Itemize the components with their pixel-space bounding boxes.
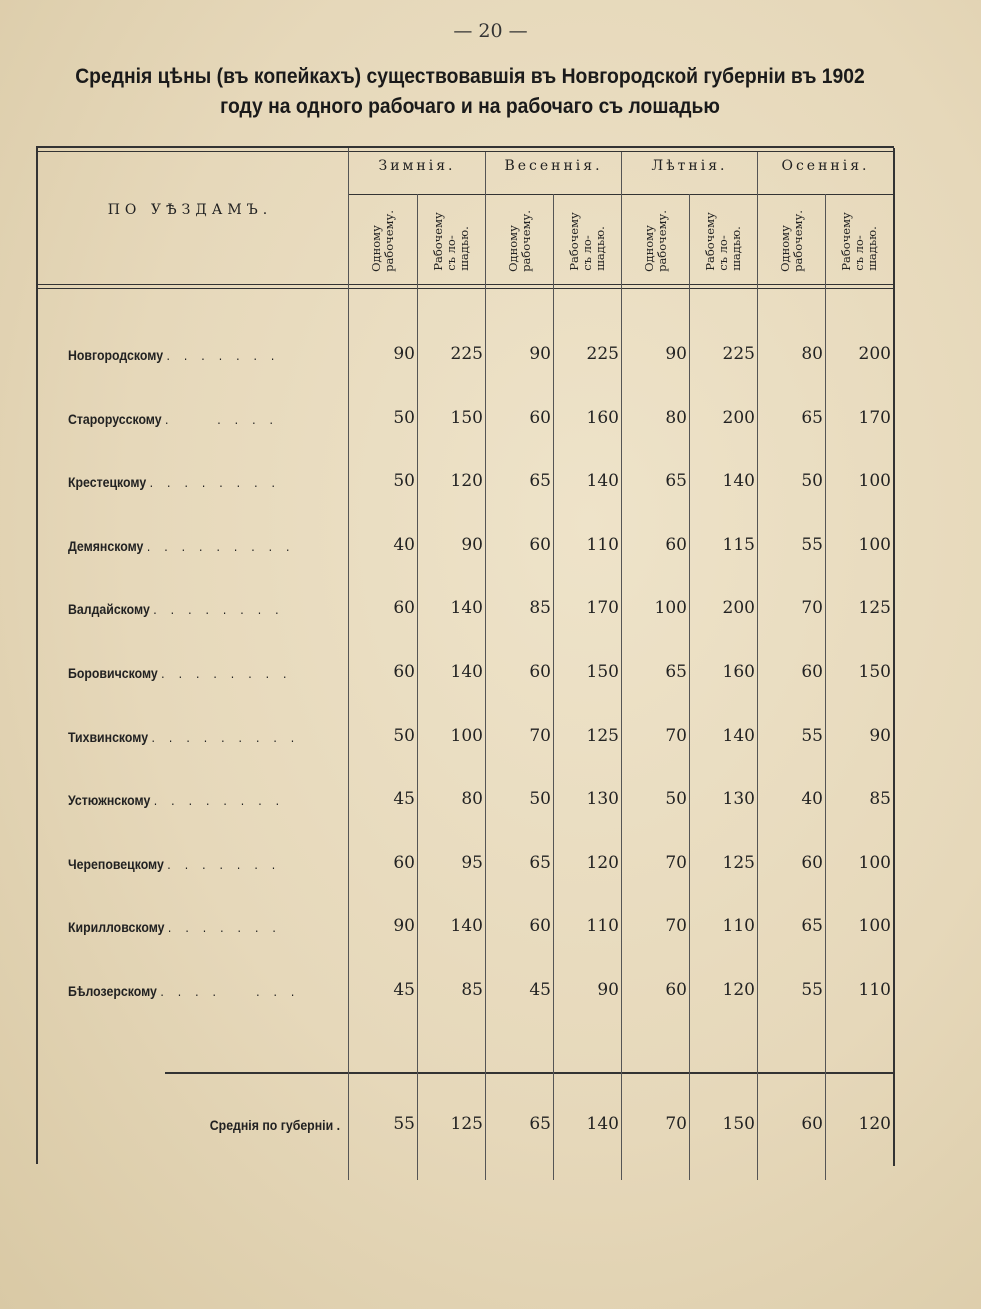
price-cell: 65 — [665, 662, 687, 682]
total-cell: 55 — [393, 1114, 415, 1134]
district-label — [68, 601, 307, 625]
price-cell: 80 — [665, 408, 687, 428]
district-name: Череповецкому — [68, 856, 164, 872]
price-cell: 100 — [858, 853, 891, 873]
price-cell: 130 — [586, 789, 619, 809]
price-cell: 60 — [529, 408, 551, 428]
price-cell: 200 — [722, 598, 755, 618]
price-cell: 45 — [393, 789, 415, 809]
price-cell: 60 — [801, 853, 823, 873]
price-cell: 40 — [393, 535, 415, 555]
leader-dots: . . . . . . . . — [153, 792, 285, 808]
price-cell: 60 — [801, 662, 823, 682]
subheader-worker-horse-label: Рабочему съ ло- шадью. — [839, 211, 879, 271]
district-column-header: ПО УѢЗДАМЪ. — [107, 202, 273, 218]
district-name: Старорусскому — [68, 411, 162, 427]
total-cell: 60 — [801, 1114, 823, 1134]
subheader-one-worker-label: Одному рабочему. — [369, 210, 396, 272]
header-bottom-rule-thin — [38, 288, 894, 289]
price-cell: 120 — [722, 980, 755, 1000]
total-rule — [165, 1072, 894, 1074]
price-cell: 60 — [393, 853, 415, 873]
price-cell: 55 — [801, 535, 823, 555]
price-cell: 120 — [450, 471, 483, 491]
price-cell: 50 — [801, 471, 823, 491]
header-bottom-rule — [38, 284, 894, 285]
price-cell: 85 — [869, 789, 891, 809]
price-cell: 110 — [586, 916, 619, 936]
price-cell: 100 — [858, 535, 891, 555]
leader-dots: . . . . . . . . — [149, 474, 281, 490]
total-cell: 120 — [858, 1114, 891, 1134]
price-cell: 65 — [801, 408, 823, 428]
subheader-one-worker — [758, 200, 825, 282]
col-divider — [757, 152, 758, 1180]
price-cell: 60 — [393, 598, 415, 618]
price-cell: 65 — [529, 853, 551, 873]
price-cell: 45 — [393, 980, 415, 1000]
price-cell: 200 — [722, 408, 755, 428]
col-divider — [689, 194, 690, 1180]
price-cell: 170 — [586, 598, 619, 618]
price-cell: 225 — [586, 344, 619, 364]
price-cell: 85 — [529, 598, 551, 618]
price-cell: 85 — [461, 980, 483, 1000]
district-label — [68, 729, 307, 753]
price-cell: 70 — [801, 598, 823, 618]
col-divider — [825, 194, 826, 1180]
price-cell: 100 — [654, 598, 687, 618]
district-name: Устюжнскому — [68, 792, 151, 808]
subheader-one-worker-label: Одному рабочему. — [505, 210, 533, 272]
season-header-winter: Зимнія. — [378, 158, 456, 174]
leader-dots: . . . . . . . . . — [146, 538, 295, 554]
price-cell: 65 — [529, 471, 551, 491]
total-cell: 65 — [529, 1114, 551, 1134]
price-cell: 140 — [450, 662, 483, 682]
col-divider — [553, 194, 554, 1180]
price-cell: 70 — [665, 916, 687, 936]
price-cell: 115 — [722, 535, 755, 555]
price-cell: 140 — [586, 471, 619, 491]
page-number: — 20 — — [453, 20, 528, 42]
district-label — [68, 856, 307, 880]
price-cell: 60 — [393, 662, 415, 682]
subheader-worker-horse-label: Рабочему съ ло- шадью. — [431, 211, 471, 271]
table-left-border — [36, 146, 38, 1164]
price-cell: 90 — [597, 980, 619, 1000]
subheader-worker-horse — [418, 200, 485, 282]
price-cell: 110 — [586, 535, 619, 555]
leader-dots: . . . . . . . — [167, 919, 282, 935]
table-right-border — [893, 148, 895, 1166]
price-cell: 60 — [529, 916, 551, 936]
district-label — [68, 474, 307, 498]
subheader-one-worker-label: Одному рабочему. — [641, 210, 669, 272]
price-cell: 150 — [586, 662, 619, 682]
leader-dots: . . . . . . . . — [161, 665, 292, 681]
price-cell: 50 — [529, 789, 551, 809]
price-cell: 100 — [858, 471, 891, 491]
price-cell: 95 — [461, 853, 483, 873]
price-cell: 55 — [801, 980, 823, 1000]
district-label — [68, 919, 307, 943]
district-label — [68, 347, 307, 371]
district-label — [68, 665, 307, 689]
price-cell: 140 — [722, 726, 755, 746]
price-cell: 90 — [869, 726, 891, 746]
price-cell: 120 — [586, 853, 619, 873]
season-header-spring: Весеннія. — [504, 158, 603, 174]
price-cell: 90 — [665, 344, 687, 364]
price-cell: 160 — [586, 408, 619, 428]
price-cell: 60 — [529, 535, 551, 555]
price-cell: 65 — [665, 471, 687, 491]
price-cell: 80 — [461, 789, 483, 809]
subheader-worker-horse — [554, 200, 621, 282]
leader-dots: . . . . . . . . . — [151, 729, 300, 745]
season-header-autumn: Осеннія. — [781, 158, 870, 174]
subheader-one-worker — [622, 200, 689, 282]
district-name: Крестецкому — [68, 474, 147, 490]
table-top-rule — [38, 146, 894, 148]
price-cell: 50 — [393, 408, 415, 428]
price-cell: 130 — [722, 789, 755, 809]
price-cell: 90 — [461, 535, 483, 555]
total-cell: 150 — [722, 1114, 755, 1134]
district-label — [68, 538, 307, 562]
district-name: Боровичскому — [68, 665, 158, 681]
price-cell: 80 — [801, 344, 823, 364]
district-name: Новгородскому — [68, 347, 164, 363]
price-cell: 110 — [858, 980, 891, 1000]
col-divider — [348, 148, 349, 1180]
leader-dots: . . . . . . . — [167, 856, 281, 872]
subheader-one-worker — [349, 200, 417, 282]
district-name: Демянскому — [68, 538, 144, 554]
price-cell: 90 — [529, 344, 551, 364]
price-cell: 200 — [858, 344, 891, 364]
district-label — [68, 792, 307, 816]
total-cell: 140 — [586, 1114, 619, 1134]
subheader-worker-horse-label: Рабочему съ ло- шадью. — [703, 211, 743, 271]
subheader-one-worker-label: Одному рабочему. — [777, 210, 805, 272]
col-divider — [621, 152, 622, 1180]
district-label — [68, 983, 307, 1007]
page-title: Среднія цѣны (въ копейкахъ) существовавшія въ Новгородской губерніи въ 1902 году на одного рабочаго и на рабочаго съ лошадью — [75, 65, 865, 118]
price-cell: 60 — [665, 535, 687, 555]
price-cell: 70 — [665, 726, 687, 746]
price-cell: 100 — [858, 916, 891, 936]
price-cell: 50 — [393, 471, 415, 491]
price-cell: 100 — [450, 726, 483, 746]
subheader-worker-horse — [690, 200, 757, 282]
price-cell: 60 — [665, 980, 687, 1000]
total-cell: 70 — [665, 1114, 687, 1134]
total-cell: 125 — [450, 1114, 483, 1134]
district-name: Бѣлозерскому — [68, 983, 157, 999]
price-cell: 125 — [586, 726, 619, 746]
leader-dots: . . . . . . . — [160, 983, 300, 999]
subheader-one-worker — [486, 200, 553, 282]
price-cell: 65 — [801, 916, 823, 936]
price-cell: 55 — [801, 726, 823, 746]
col-divider — [417, 194, 418, 1180]
price-cell: 170 — [858, 408, 891, 428]
price-cell: 150 — [858, 662, 891, 682]
leader-dots: . . . . . . . . — [153, 601, 284, 617]
season-header-summer: Лѣтнія. — [651, 158, 728, 174]
subheader-worker-horse — [826, 200, 893, 282]
price-cell: 225 — [450, 344, 483, 364]
district-name: Валдайскому — [68, 601, 150, 617]
price-cell: 90 — [393, 916, 415, 936]
table-top-rule-thin — [38, 151, 894, 152]
price-cell: 50 — [393, 726, 415, 746]
price-cell: 50 — [665, 789, 687, 809]
price-cell: 160 — [722, 662, 755, 682]
total-row-label: Среднія по губерніи . — [209, 1117, 340, 1133]
district-name: Кирилловскому — [68, 919, 165, 935]
leader-dots: . . . . . . . — [166, 347, 280, 363]
price-cell: 225 — [722, 344, 755, 364]
price-cell: 70 — [529, 726, 551, 746]
price-cell: 70 — [665, 853, 687, 873]
price-cell: 140 — [450, 916, 483, 936]
price-cell: 140 — [450, 598, 483, 618]
price-cell: 40 — [801, 789, 823, 809]
leader-dots: . . . . . — [165, 411, 279, 427]
price-cell: 140 — [722, 471, 755, 491]
price-cell: 125 — [858, 598, 891, 618]
district-name: Тихвинскому — [68, 729, 149, 745]
price-cell: 110 — [722, 916, 755, 936]
price-cell: 90 — [393, 344, 415, 364]
price-cell: 125 — [722, 853, 755, 873]
district-label — [68, 411, 307, 435]
price-cell: 45 — [529, 980, 551, 1000]
price-cell: 60 — [529, 662, 551, 682]
subheader-worker-horse-label: Рабочему съ ло- шадью. — [567, 211, 607, 271]
price-cell: 150 — [450, 408, 483, 428]
col-divider — [485, 152, 486, 1180]
